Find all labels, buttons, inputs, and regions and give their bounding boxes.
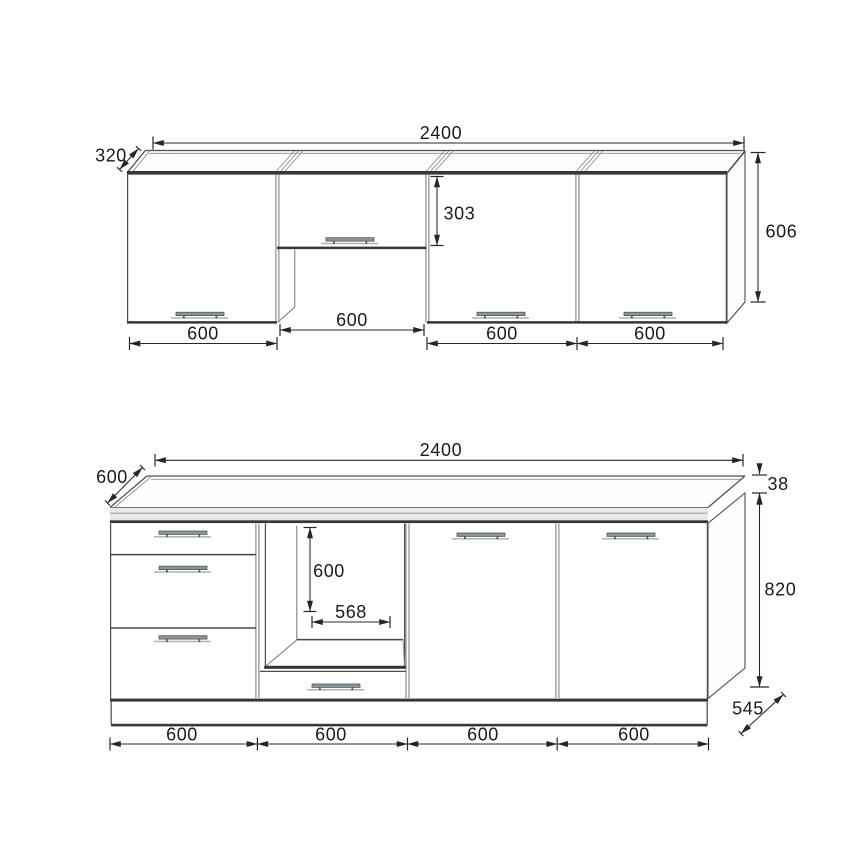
base-side-depth-dim-label: 545 bbox=[732, 698, 764, 719]
niche-bottom-edge bbox=[264, 666, 406, 669]
base-door2-handle bbox=[602, 533, 659, 540]
base-section1-width-label: 600 bbox=[166, 724, 198, 745]
wall-depth-dim-label: 320 bbox=[95, 145, 127, 166]
base-section3-width-label: 600 bbox=[467, 724, 499, 745]
wall-top-front-edge bbox=[127, 171, 727, 175]
niche-drawer-handle bbox=[307, 684, 364, 691]
niche-height-dim-label: 600 bbox=[313, 561, 345, 581]
wall-top-face bbox=[127, 151, 745, 174]
base-width-dim-label: 2400 bbox=[419, 440, 463, 460]
wall-opening-width-dim-label: 600 bbox=[336, 310, 368, 330]
base-right-side-panel bbox=[708, 493, 745, 699]
wall-right-side-panel bbox=[727, 152, 745, 324]
niche-width-dim-label: 568 bbox=[335, 602, 367, 622]
drawer1-handle bbox=[154, 531, 211, 538]
wall-section4-width-label: 600 bbox=[634, 323, 666, 344]
wall-width-dim-label: 2400 bbox=[419, 123, 463, 143]
worktop-thickness-dim-label: 38 bbox=[767, 474, 789, 494]
plinth bbox=[111, 702, 708, 727]
wall-door3-handle bbox=[472, 312, 529, 319]
base-section2-width-label: 600 bbox=[315, 724, 347, 745]
worktop-front-edge-band bbox=[110, 508, 708, 520]
wall-cabinets-elevation bbox=[95, 123, 797, 350]
worktop-bottom-edge bbox=[110, 520, 708, 523]
wall-door1-handle bbox=[171, 312, 228, 319]
wall-short-door-handle bbox=[321, 238, 378, 245]
wall-section1-width-label: 600 bbox=[187, 323, 219, 344]
wall-door-height-dim-label: 303 bbox=[443, 203, 476, 224]
worktop bbox=[110, 476, 745, 523]
base-front-face bbox=[110, 523, 708, 701]
wall-front-face bbox=[127, 171, 727, 323]
wall-height-dim-label: 606 bbox=[765, 221, 798, 242]
drawer2-handle bbox=[154, 566, 211, 573]
base-height-dim-label: 820 bbox=[764, 579, 797, 600]
base-door1-handle bbox=[452, 533, 509, 540]
base-doors-bottom-edge bbox=[110, 699, 708, 702]
base-depth-dim-label: 600 bbox=[96, 467, 128, 487]
drawer3-handle bbox=[154, 636, 211, 643]
base-cabinets-elevation bbox=[96, 440, 796, 751]
wall-section3-width-label: 600 bbox=[486, 323, 518, 344]
wall-door4-handle bbox=[619, 312, 676, 319]
base-section4-width-label: 600 bbox=[618, 724, 650, 745]
